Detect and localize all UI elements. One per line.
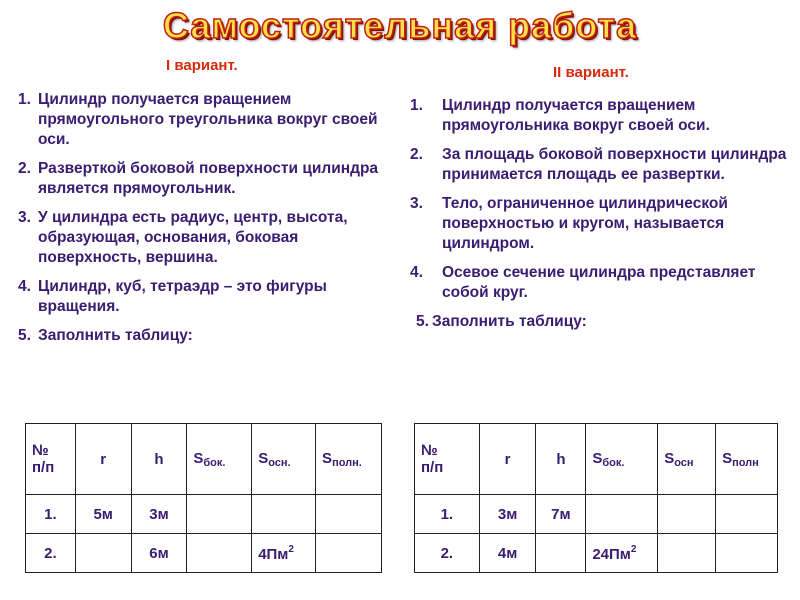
header-r: r xyxy=(75,424,131,495)
item-text: У цилиндра есть радиус, центр, высота, образующая, основания, боковая поверхность, вершина. xyxy=(38,209,348,266)
variant-2-heading: II вариант. xyxy=(553,64,629,81)
cell-n: 1. xyxy=(26,495,76,534)
table-header-row xyxy=(415,424,778,495)
header-s-bok: $S_{бок.}$ xyxy=(586,424,658,495)
header-s-osn: $S_{осн.}$ xyxy=(252,424,316,495)
cell-r[interactable]: 3м xyxy=(479,495,536,534)
cell-s-osn[interactable] xyxy=(658,534,716,573)
table-row xyxy=(26,534,382,573)
list-item xyxy=(410,263,795,303)
header-s-osn: $S_{осн}$ xyxy=(658,424,716,495)
header-h: h xyxy=(536,424,586,495)
item-text: Цилиндр получается вращением прямоугольника вокруг своей оси. xyxy=(442,97,710,134)
cell-s-poln[interactable] xyxy=(716,495,778,534)
item-number: 5. xyxy=(18,327,31,344)
item-number: 1. xyxy=(410,97,423,114)
item-number: 5. xyxy=(416,313,429,330)
page-title: Самостоятельная работа xyxy=(162,5,638,46)
item-text: Цилиндр, куб, тетраэдр – это фигуры вращения. xyxy=(38,278,327,315)
cell-s-osn[interactable] xyxy=(252,495,316,534)
table-row xyxy=(415,495,778,534)
header-number: № п/п xyxy=(415,424,480,495)
item-text: Заполнить таблицу: xyxy=(38,327,193,344)
header-s-bok: $S_{бок.}$ xyxy=(187,424,252,495)
cell-s-bok[interactable] xyxy=(187,495,252,534)
cell-r[interactable] xyxy=(75,534,131,573)
cell-n: 2. xyxy=(26,534,76,573)
item-text: Осевое сечение цилиндра представляет собой круг. xyxy=(442,264,756,301)
header-s-poln: $S_{полн.}$ xyxy=(316,424,382,495)
item-number: 2. xyxy=(410,146,423,163)
variant-2-table xyxy=(414,423,778,573)
list-item xyxy=(410,312,795,332)
item-text: Разверткой боковой поверхности цилиндра является прямоугольник. xyxy=(38,160,379,197)
cell-h[interactable] xyxy=(536,534,586,573)
list-item xyxy=(18,277,403,317)
list-item xyxy=(410,194,795,254)
list-item xyxy=(18,326,403,346)
variant-1-heading: I вариант. xyxy=(166,57,238,74)
cell-h[interactable]: 6м xyxy=(131,534,187,573)
cell-s-poln[interactable] xyxy=(716,534,778,573)
cell-h[interactable]: 3м xyxy=(131,495,187,534)
cell-n: 1. xyxy=(415,495,480,534)
item-number: 2. xyxy=(18,160,31,177)
item-number: 1. xyxy=(18,91,31,108)
item-number: 3. xyxy=(18,209,31,226)
variant-2-list xyxy=(410,96,795,341)
item-text: За площадь боковой поверхности цилиндра принимается площадь ее развертки. xyxy=(442,146,787,183)
cell-r[interactable]: 4м xyxy=(479,534,536,573)
cell-n: 2. xyxy=(415,534,480,573)
cell-h[interactable]: 7м xyxy=(536,495,586,534)
item-number: 4. xyxy=(410,264,423,281)
header-h: h xyxy=(131,424,187,495)
cell-s-poln[interactable] xyxy=(316,534,382,573)
cell-s-osn[interactable]: $4Пм^2$ xyxy=(252,534,316,573)
cell-s-bok[interactable]: $24Пм^2$ xyxy=(586,534,658,573)
list-item xyxy=(18,159,403,199)
variant-1-table xyxy=(25,423,382,573)
table-row xyxy=(415,534,778,573)
cell-s-osn[interactable] xyxy=(658,495,716,534)
cell-s-bok[interactable] xyxy=(586,495,658,534)
table-row xyxy=(26,495,382,534)
header-r: r xyxy=(479,424,536,495)
item-text: Цилиндр получается вращением прямоугольного треугольника вокруг своей оси. xyxy=(38,91,378,148)
list-item xyxy=(410,96,795,136)
list-item xyxy=(18,90,403,150)
header-number: № п/п xyxy=(26,424,76,495)
cell-s-poln[interactable] xyxy=(316,495,382,534)
item-number: 3. xyxy=(410,195,423,212)
table-header-row xyxy=(26,424,382,495)
item-number: 4. xyxy=(18,278,31,295)
list-item xyxy=(410,145,795,185)
list-item xyxy=(18,208,403,268)
header-s-poln: $S_{полн}$ xyxy=(716,424,778,495)
cell-r[interactable]: 5м xyxy=(75,495,131,534)
cell-s-bok[interactable] xyxy=(187,534,252,573)
item-text: Заполнить таблицу: xyxy=(432,313,587,330)
item-text: Тело, ограниченное цилиндрической поверхностью и кругом, называется цилиндром. xyxy=(442,195,728,252)
variant-1-list xyxy=(18,90,403,355)
